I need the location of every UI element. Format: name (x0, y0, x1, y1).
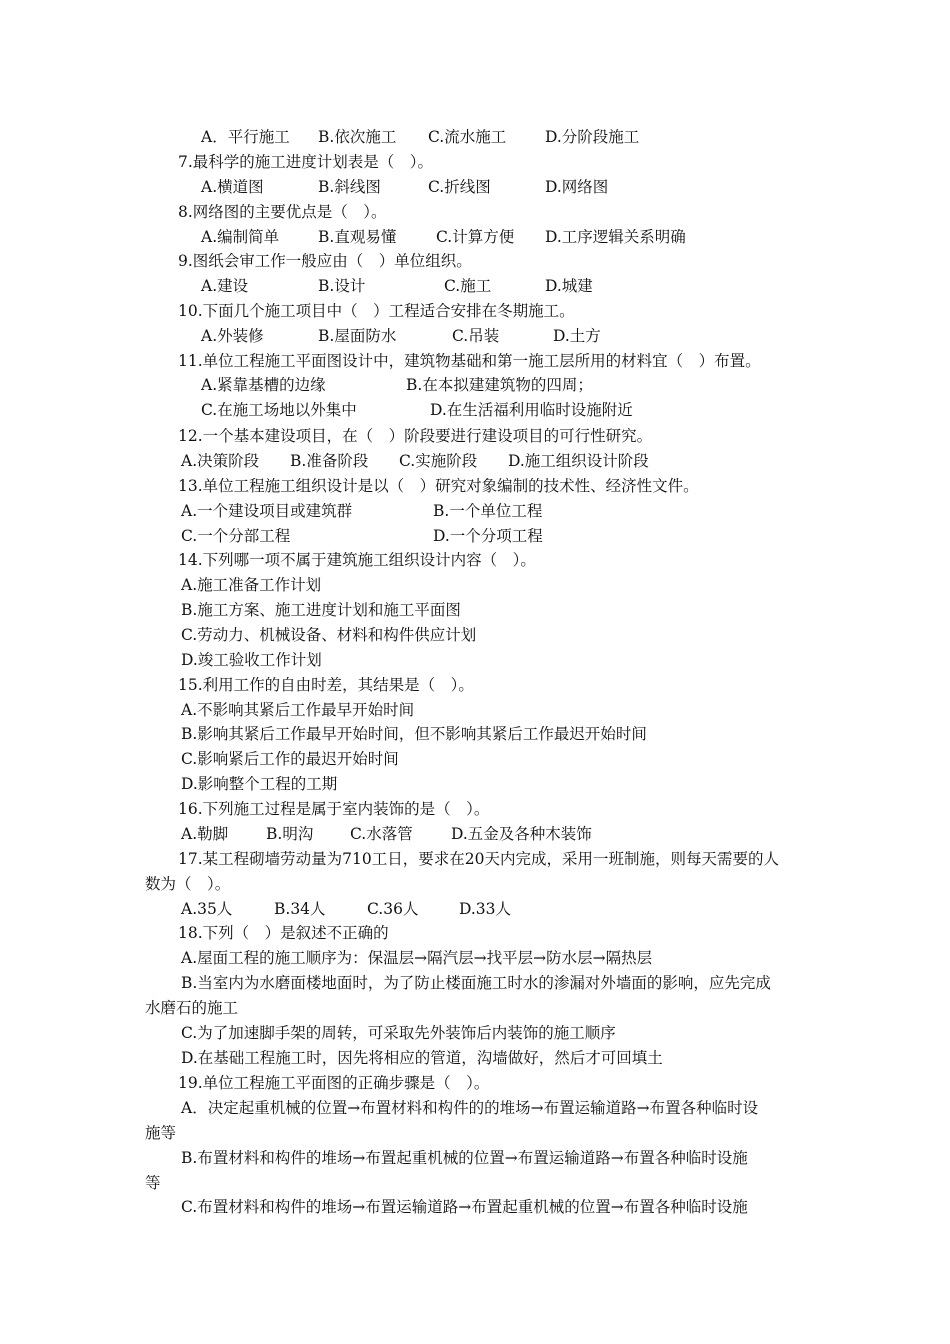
q19-option-b-line2: 等 (145, 1174, 161, 1192)
q10-option-a: A.外装修 (201, 327, 264, 345)
q9-option-a: A.建设 (201, 277, 249, 295)
q6-option-d: D.分阶段施工 (545, 128, 640, 146)
q15-option-c: C.影响紧后工作的最迟开始时间 (181, 750, 399, 768)
q15-option-a: A.不影响其紧后工作最早开始时间 (181, 701, 415, 719)
q13-option-c: C.一个分部工程 (181, 527, 291, 545)
q12-option-c: C.实施阶段 (399, 452, 478, 470)
q16-option-a: A.勒脚 (181, 825, 229, 843)
q19-stem: 19.单位工程施工平面图的正确步骤是（ ）。 (178, 1074, 490, 1092)
q7-option-a: A.横道图 (201, 178, 264, 196)
q10-option-b: B.屋面防水 (318, 327, 397, 345)
q14-option-a: A.施工准备工作计划 (181, 576, 322, 594)
q18-option-b-line1: B.当室内为水磨面楼地面时，为了防止楼面施工时水的渗漏对外墙面的影响，应先完成 (181, 974, 771, 992)
q7-stem: 7.最科学的施工进度计划表是（ ）。 (178, 153, 434, 171)
q18-option-a: A.屋面工程的施工顺序为：保温层→隔汽层→找平层→防水层→隔热层 (181, 949, 653, 967)
q9-option-c: C.施工 (444, 277, 492, 295)
q15-option-b: B.影响其紧后工作最早开始时间，但不影响其紧后工作最迟开始时间 (181, 725, 647, 743)
q18-option-d: D.在基础工程施工时，因先将相应的管道，沟墙做好，然后才可回填土 (181, 1049, 663, 1067)
q6-option-c: C.流水施工 (428, 128, 507, 146)
q13-option-d: D.一个分项工程 (433, 527, 543, 545)
q8-stem: 8.网络图的主要优点是（ ）。 (178, 203, 387, 221)
q8-option-b: B.直观易懂 (318, 228, 397, 246)
q7-option-d: D.网络图 (545, 178, 609, 196)
q13-stem: 13.单位工程施工组织设计是以（ ）研究对象编制的技术性、经济性文件。 (178, 477, 699, 495)
q18-option-c: C.为了加速脚手架的周转，可采取先外装饰后内装饰的施工顺序 (181, 1024, 616, 1042)
q6-option-b: B.依次施工 (318, 128, 397, 146)
q11-option-a: A.紧靠基槽的边缘 (201, 376, 326, 394)
q13-option-a: A.一个建设项目或建筑群 (181, 502, 353, 520)
q11-option-b: B.在本拟建建筑物的四周； (406, 376, 593, 394)
q19-option-b-line1: B.布置材料和构件的堆场→布置起重机械的位置→布置运输道路→布置各种临时设施 (181, 1149, 748, 1167)
q10-stem: 10.下面几个施工项目中（ ）工程适合安排在冬期施工。 (178, 302, 575, 320)
q19-option-c-line1: C.布置材料和构件的堆场→布置运输道路→布置起重机械的位置→布置各种临时设施 (181, 1198, 748, 1216)
q12-option-b: B.准备阶段 (290, 452, 369, 470)
q14-option-d: D.竣工验收工作计划 (181, 651, 322, 669)
q14-stem: 14.下列哪一项不属于建筑施工组织设计内容（ ）。 (178, 551, 536, 569)
q12-stem: 12.一个基本建设项目，在（ ）阶段要进行建设项目的可行性研究。 (178, 427, 653, 445)
q8-option-a: A.编制简单 (201, 228, 280, 246)
q8-option-c: C.计算方便 (436, 228, 515, 246)
q18-stem: 18.下列（ ）是叙述不正确的 (178, 924, 389, 942)
q11-option-d: D.在生活福利用临时设施附近 (430, 401, 633, 419)
q16-option-c: C.水落管 (350, 825, 413, 843)
q7-option-c: C.折线图 (428, 178, 491, 196)
q10-option-c: C.吊装 (452, 327, 500, 345)
q6-option-a: A．平行施工 (201, 128, 290, 146)
q19-option-a-line1: A．决定起重机械的位置→布置材料和构件的的堆场→布置运输道路→布置各种临时设 (181, 1099, 759, 1117)
q11-option-c: C.在施工场地以外集中 (201, 401, 357, 419)
q15-option-d: D.影响整个工程的工期 (181, 775, 338, 793)
q10-option-d: D.土方 (553, 327, 601, 345)
q7-option-b: B.斜线图 (318, 178, 381, 196)
q17-stem-line1: 17.某工程砌墙劳动量为710工日，要求在20天内完成，采用一班制施，则每天需要的人 (178, 850, 779, 868)
q15-stem: 15.利用工作的自由时差，其结果是（ ）。 (178, 676, 474, 694)
q12-option-a: A.决策阶段 (181, 452, 260, 470)
q17-option-b: B.34人 (274, 900, 326, 918)
q9-stem: 9.图纸会审工作一般应由（ ）单位组织。 (178, 252, 472, 270)
q9-option-b: B.设计 (318, 277, 366, 295)
q12-option-d: D.施工组织设计阶段 (508, 452, 649, 470)
q14-option-b: B.施工方案、施工进度计划和施工平面图 (181, 601, 461, 619)
q17-option-d: D.33人 (459, 900, 512, 918)
q14-option-c: C.劳动力、机械设备、材料和构件供应计划 (181, 626, 477, 644)
q16-stem: 16.下列施工过程是属于室内装饰的是（ ）。 (178, 800, 490, 818)
q17-option-c: C.36人 (367, 900, 419, 918)
q18-option-b-line2: 水磨石的施工 (145, 999, 239, 1017)
q16-option-b: B.明沟 (266, 825, 314, 843)
q17-option-a: A.35人 (181, 900, 233, 918)
q16-option-d: D.五金及各种木装饰 (451, 825, 592, 843)
q8-option-d: D.工序逻辑关系明确 (545, 228, 686, 246)
q17-stem-line2: 数为（ ）。 (145, 875, 231, 893)
q13-option-b: B.一个单位工程 (433, 502, 543, 520)
q19-option-a-line2: 施等 (145, 1124, 177, 1142)
q9-option-d: D.城建 (545, 277, 593, 295)
q11-stem: 11.单位工程施工平面图设计中，建筑物基础和第一施工层所用的材料宜（ ）布置。 (178, 352, 761, 370)
